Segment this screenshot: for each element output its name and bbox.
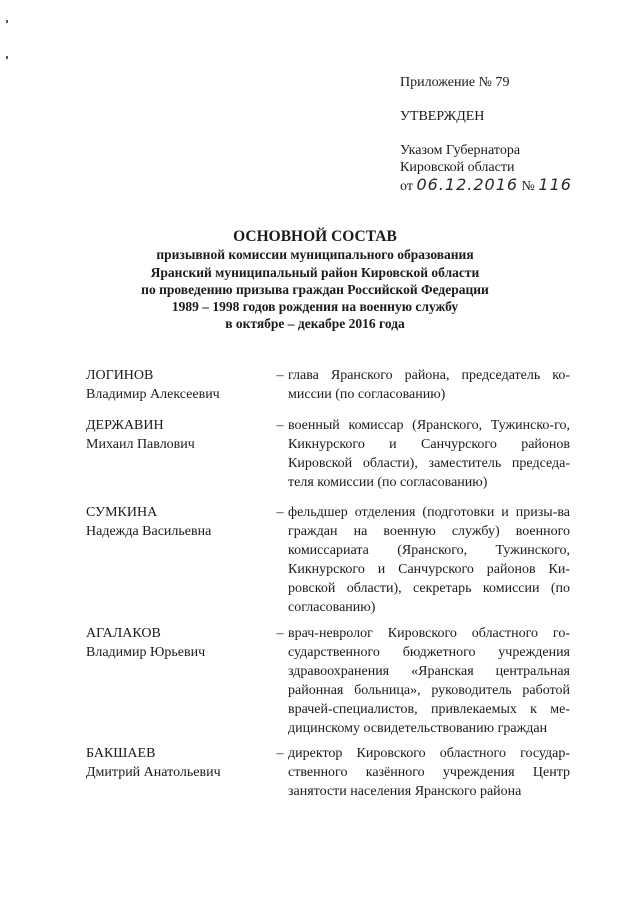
member-name: Михаил Павлович — [86, 437, 195, 452]
member-entry — [86, 624, 570, 738]
member-role: фельдшер отделения (подготовки и призы-ва граждан на военную службу) военного комиссариата (Яранского, Тужинского, Кикнурского и Санчурского районов Ки-ровской области), секретарь комиссии (по согласованию) — [288, 505, 570, 615]
decree-line-2: Кировской области — [400, 160, 515, 175]
from-label: от — [400, 179, 413, 194]
member-dash: – — [276, 626, 284, 641]
member-name: Владимир Юрьевич — [86, 645, 206, 660]
member-name: Надежда Васильевна — [86, 524, 212, 539]
member-dash: – — [276, 505, 284, 520]
member-surname: АГАЛАКОВ — [86, 626, 161, 641]
member-entry — [86, 744, 570, 801]
approval-block — [400, 74, 600, 195]
member-surname: СУМКИНА — [86, 505, 158, 520]
title-line: по проведению призыва граждан Российской Федерации — [141, 281, 489, 297]
member-role: директор Кировского областного государ-ственного казённого учреждения Центр занятости населения Яранского района — [288, 746, 570, 799]
member-dash: – — [276, 418, 284, 433]
appendix-label: Приложение № 79 — [400, 75, 510, 90]
member-role: глава Яранского района, председатель ко-миссии (по согласованию) — [288, 368, 570, 402]
title-line: призывной комиссии муниципального образования — [156, 247, 474, 263]
title-line: в октябре – декабре 2016 года — [225, 316, 405, 332]
member-person — [86, 744, 272, 801]
member-person — [86, 366, 272, 404]
member-role: врач-невролог Кировского областного го-сударственного бюджетного учреждения здравоохранения «Яранская центральная районная больница», руководитель работой врачей-специалистов, привлекаемых к ме-дицинскому освидетельствованию граждан — [288, 626, 570, 736]
decree-date-row — [400, 176, 600, 195]
member-person — [86, 624, 272, 738]
member-entry — [86, 366, 570, 404]
handwritten-date: 06.12.2016 — [416, 175, 519, 194]
decree-line-1: Указом Губернатора — [400, 143, 521, 158]
scan-mark — [6, 20, 8, 23]
member-person — [86, 503, 272, 617]
member-entry — [86, 416, 570, 492]
member-person — [86, 416, 272, 492]
scan-mark — [6, 56, 8, 59]
member-dash: – — [276, 746, 284, 761]
title-line: Яранский муниципальный район Кировской области — [150, 264, 480, 280]
approved-label: УТВЕРЖДЕН — [400, 109, 485, 124]
title-line: 1989 – 1998 годов рождения на военную службу — [171, 299, 459, 315]
member-dash: – — [276, 368, 284, 383]
member-name: Владимир Алексеевич — [86, 387, 220, 402]
member-surname: ДЕРЖАВИН — [86, 418, 164, 433]
member-entry — [86, 503, 570, 617]
member-role: военный комиссар (Яранского, Тужинско-го, Кикнурского и Санчурского районов Кировской области), заместитель председа-теля комиссии (по согласованию) — [288, 418, 570, 490]
member-surname: ЛОГИНОВ — [86, 368, 154, 383]
member-name: Дмитрий Анатольевич — [86, 765, 221, 780]
member-surname: БАКШАЕВ — [86, 746, 156, 761]
number-label: № — [521, 179, 535, 194]
handwritten-number: 116 — [538, 175, 572, 194]
document-title — [100, 228, 530, 333]
main-title: ОСНОВНОЙ СОСТАВ — [233, 228, 397, 245]
